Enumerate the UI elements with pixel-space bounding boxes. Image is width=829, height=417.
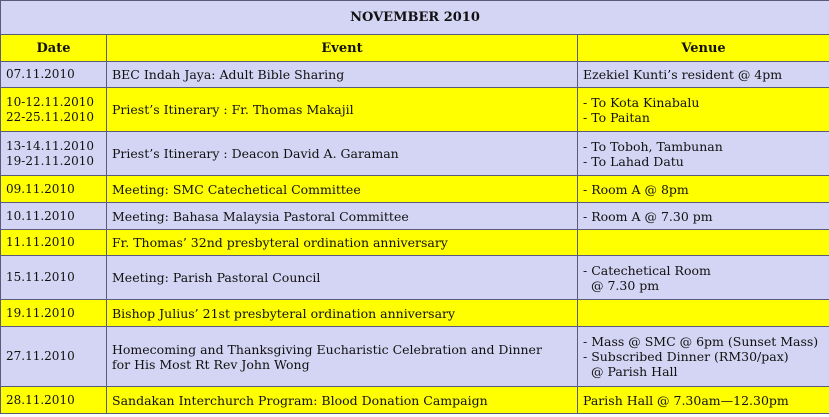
venue-cell-line: Ezekiel Kunti’s resident @ 4pm: [583, 67, 783, 82]
column-header-date: Date: [1, 35, 107, 62]
event-cell: [107, 230, 578, 256]
venue-cell-line: Parish Hall @ 7.30am—12.30pm: [583, 392, 789, 408]
event-cell-line: Meeting: Parish Pastoral Council: [112, 270, 321, 285]
event-cell: [107, 88, 578, 132]
venue-cell-line: - Room A @ 8pm: [583, 181, 689, 197]
table-row: [1, 62, 829, 88]
date-cell: [1, 230, 107, 256]
event-cell-line: Sandakan Interchurch Program: Blood Donation Campaign: [112, 392, 488, 408]
date-cell: [1, 62, 107, 88]
date-cell-line: 27.11.2010: [6, 349, 75, 363]
venue-cell: [578, 387, 829, 414]
date-cell: [1, 132, 107, 176]
column-header-event: Event: [107, 35, 578, 62]
date-cell: [1, 203, 107, 230]
table-title: NOVEMBER 2010: [1, 1, 829, 35]
venue-cell: [578, 203, 829, 230]
date-cell-line: 19.11.2010: [6, 305, 75, 320]
table-row: [1, 256, 829, 300]
venue-cell-line: - To Paitan: [583, 109, 650, 125]
event-cell: [107, 132, 578, 176]
table-row: [1, 300, 829, 327]
venue-cell: [578, 230, 829, 256]
date-cell: [1, 88, 107, 132]
date-cell-line: 10-12.11.2010: [6, 94, 95, 109]
venue-cell: [578, 300, 829, 327]
venue-cell-line: - To Toboh, Tambunan: [583, 138, 723, 154]
event-cell: [107, 387, 578, 414]
venue-cell: [578, 176, 829, 203]
event-cell: [107, 203, 578, 230]
event-cell-line: Bishop Julius’ 21st presbyteral ordination anniversary: [112, 305, 456, 321]
column-header-venue: Venue: [578, 35, 829, 62]
date-cell: [1, 300, 107, 327]
date-cell: [1, 387, 107, 414]
venue-cell: [578, 132, 829, 176]
date-cell-line: 15.11.2010: [6, 270, 75, 284]
venue-cell: [578, 256, 829, 300]
event-cell-line: BEC Indah Jaya: Adult Bible Sharing: [112, 67, 345, 82]
event-cell: [107, 62, 578, 88]
venue-cell-line: @ 7.30 pm: [591, 277, 660, 293]
event-cell-line: Homecoming and Thanksgiving Eucharistic Celebration and Dinner: [112, 341, 542, 357]
title-row: [1, 1, 829, 35]
table-row: [1, 88, 829, 132]
event-cell: [107, 300, 578, 327]
venue-cell: [578, 88, 829, 132]
event-cell-line: Meeting: Bahasa Malaysia Pastoral Committee: [112, 208, 409, 224]
venue-cell-line: - To Kota Kinabalu: [583, 94, 700, 110]
event-cell-line: Priest’s Itinerary : Fr. Thomas Makajil: [112, 102, 354, 117]
event-cell-line: Meeting: SMC Catechetical Committee: [112, 181, 361, 197]
date-cell-line: 10.11.2010: [6, 208, 75, 223]
date-cell-line: 11.11.2010: [6, 235, 75, 249]
schedule-rows: [1, 62, 829, 414]
date-cell: [1, 176, 107, 203]
date-cell: [1, 327, 107, 387]
venue-cell-line: - To Lahad Datu: [583, 153, 684, 169]
event-cell-line: Priest’s Itinerary : Deacon David A. Garaman: [112, 146, 399, 161]
table-row: [1, 176, 829, 203]
event-cell-line: Fr. Thomas’ 32nd presbyteral ordination anniversary: [112, 235, 448, 250]
venue-cell: [578, 62, 829, 88]
date-cell-line: 22-25.11.2010: [6, 109, 95, 124]
event-cell: [107, 256, 578, 300]
venue-cell-line: - Catechetical Room: [583, 262, 711, 278]
date-cell: [1, 256, 107, 300]
header-row: [1, 35, 829, 62]
venue-cell-line: - Mass @ SMC @ 6pm (Sunset Mass): [583, 334, 819, 349]
table-row: [1, 327, 829, 387]
event-cell-line: for His Most Rt Rev John Wong: [112, 356, 310, 372]
date-cell-line: 19-21.11.2010: [6, 153, 95, 168]
table-row: [1, 230, 829, 256]
venue-cell-line: @ Parish Hall: [591, 364, 678, 379]
date-cell-line: 07.11.2010: [6, 67, 75, 81]
table-row: [1, 203, 829, 230]
venue-cell-line: - Room A @ 7.30 pm: [583, 208, 713, 224]
date-cell-line: 28.11.2010: [6, 392, 75, 407]
table-row: [1, 387, 829, 414]
table-row: [1, 132, 829, 176]
date-cell-line: 13-14.11.2010: [6, 138, 95, 153]
venue-cell-line: - Subscribed Dinner (RM30/pax): [583, 349, 789, 364]
event-cell: [107, 327, 578, 387]
venue-cell: [578, 327, 829, 387]
date-cell-line: 09.11.2010: [6, 181, 75, 196]
event-cell: [107, 176, 578, 203]
